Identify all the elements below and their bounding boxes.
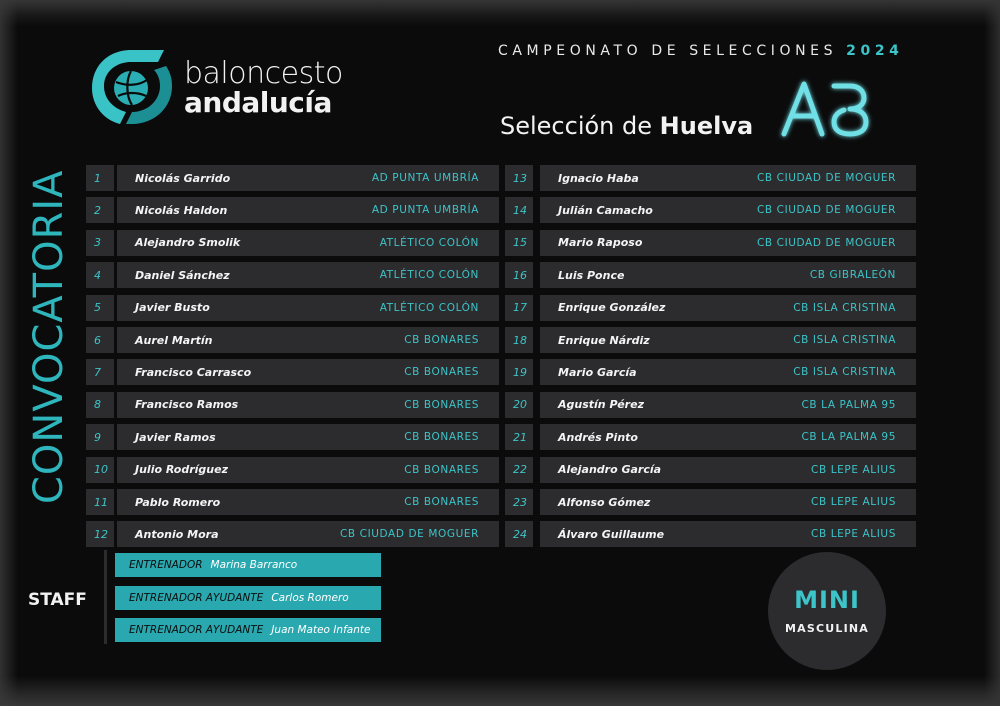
player-name: Nicolás Haldon xyxy=(135,203,228,217)
player-name: Aurel Martín xyxy=(135,333,213,347)
player-number: 8 xyxy=(86,392,114,418)
player-name: Enrique Nárdiz xyxy=(558,333,650,347)
player-row xyxy=(0,359,1000,385)
player-row xyxy=(0,197,1000,223)
player-number: 4 xyxy=(86,262,114,288)
player-club: CB CIUDAD DE MOGUER xyxy=(756,236,896,249)
player-name: Luis Ponce xyxy=(558,268,625,282)
player-name: Javier Busto xyxy=(135,301,210,315)
player-number: 21 xyxy=(505,424,533,450)
staff-title: STAFF xyxy=(28,590,87,610)
player-club: CB BONARES xyxy=(404,398,479,411)
player-number: 19 xyxy=(505,359,533,385)
player-bar xyxy=(540,295,916,321)
player-club: CB LEPE ALIUS xyxy=(811,463,896,476)
staff-role: ENTRENADOR AYUDANTE xyxy=(129,591,264,604)
player-club: CB BONARES xyxy=(404,334,479,346)
player-name: Nicolás Garrido xyxy=(135,171,231,185)
player-number: 20 xyxy=(505,392,533,418)
player-number: 1 xyxy=(86,165,114,191)
player-number: 10 xyxy=(86,457,114,483)
player-name: Mario García xyxy=(558,365,637,379)
player-name: Antonio Mora xyxy=(135,527,219,541)
player-bar xyxy=(540,521,916,547)
player-club: AD PUNTA UMBRÍA xyxy=(371,172,479,184)
player-name: Agustín Pérez xyxy=(558,398,644,412)
player-club: CB CIUDAD DE MOGUER xyxy=(756,172,896,184)
player-bar xyxy=(540,457,916,483)
player-number: 12 xyxy=(86,521,114,547)
player-club: CB ISLA CRISTINA xyxy=(793,334,896,346)
player-club: CB LEPE ALIUS xyxy=(811,496,896,508)
player-club: CB LA PALMA 95 xyxy=(801,398,896,411)
player-name: Daniel Sánchez xyxy=(135,268,230,282)
player-club: CB LEPE ALIUS xyxy=(811,528,896,541)
player-bar xyxy=(540,197,916,223)
player-name: Enrique González xyxy=(558,301,666,315)
player-bar xyxy=(540,327,916,353)
grunge-edge-top xyxy=(0,0,1000,26)
player-row xyxy=(0,327,1000,353)
staff-name: Juan Mateo Infante xyxy=(271,624,371,636)
staff-row xyxy=(115,553,381,577)
convocatoria-vertical-title: CONVOCATORIA xyxy=(26,169,72,504)
player-name: Javier Ramos xyxy=(135,430,216,444)
player-bar xyxy=(540,359,916,385)
player-number: 5 xyxy=(86,295,114,321)
staff-divider xyxy=(104,550,107,644)
selection-prefix: Selección de xyxy=(500,112,653,140)
player-name: Julián Camacho xyxy=(558,203,653,217)
player-number: 2 xyxy=(86,197,114,223)
player-row xyxy=(0,521,1000,547)
player-number: 7 xyxy=(86,359,114,385)
player-name: Francisco Carrasco xyxy=(135,365,252,379)
player-club: CB BONARES xyxy=(404,463,479,476)
championship-title xyxy=(498,43,904,59)
player-number: 11 xyxy=(86,489,114,515)
basketball-logo-icon xyxy=(86,46,176,128)
player-club: CB ISLA CRISTINA xyxy=(793,366,896,379)
player-name: Mario Raposo xyxy=(558,236,643,250)
staff-row xyxy=(115,586,381,610)
selection-team: Huelva xyxy=(659,112,754,140)
player-bar xyxy=(540,392,916,418)
player-bar xyxy=(540,262,916,288)
player-row xyxy=(0,424,1000,450)
player-name: Ignacio Haba xyxy=(558,171,639,185)
grunge-edge-right xyxy=(984,0,1000,706)
player-name: Alejandro García xyxy=(558,463,662,477)
staff-name: Carlos Romero xyxy=(271,591,349,604)
staff-role: ENTRENADOR AYUDANTE xyxy=(129,624,264,636)
championship-year: 2024 xyxy=(846,43,904,59)
player-number: 24 xyxy=(505,521,533,547)
player-club: CB BONARES xyxy=(404,366,479,379)
grunge-edge-left xyxy=(0,0,18,706)
category-level: MINI xyxy=(794,585,860,614)
brand-line2: andalucía xyxy=(184,86,332,119)
player-number: 9 xyxy=(86,424,114,450)
player-number: 6 xyxy=(86,327,114,353)
player-club: CB CIUDAD DE MOGUER xyxy=(756,204,896,217)
player-club: ATLÉTICO COLÓN xyxy=(379,301,479,314)
player-bar xyxy=(540,165,916,191)
player-bar xyxy=(540,424,916,450)
category-gender: MASCULINA xyxy=(784,621,869,635)
championship-label: CAMPEONATO DE SELECCIONES xyxy=(498,43,838,59)
player-row xyxy=(0,457,1000,483)
player-number: 17 xyxy=(505,295,533,321)
player-name: Pablo Romero xyxy=(135,495,221,509)
player-club: ATLÉTICO COLÓN xyxy=(379,236,479,249)
player-bar xyxy=(540,489,916,515)
a8-badge-icon xyxy=(776,76,876,142)
player-number: 3 xyxy=(86,230,114,256)
player-row xyxy=(0,262,1000,288)
player-club: CB BONARES xyxy=(404,496,479,508)
player-row xyxy=(0,392,1000,418)
selection-title xyxy=(500,112,753,140)
player-number: 22 xyxy=(505,457,533,483)
staff-row xyxy=(115,618,381,642)
player-number: 16 xyxy=(505,262,533,288)
player-row xyxy=(0,295,1000,321)
player-row xyxy=(0,165,1000,191)
player-name: Julio Rodríguez xyxy=(135,463,228,477)
player-name: Alfonso Gómez xyxy=(558,495,651,509)
player-name: Alejandro Smolik xyxy=(135,236,241,250)
player-number: 15 xyxy=(505,230,533,256)
player-club: ATLÉTICO COLÓN xyxy=(379,269,479,282)
player-club: CB LA PALMA 95 xyxy=(801,431,896,444)
player-number: 23 xyxy=(505,489,533,515)
staff-name: Marina Barranco xyxy=(210,559,298,571)
grunge-edge-bottom xyxy=(0,676,1000,706)
player-club: CB BONARES xyxy=(404,431,479,444)
player-number: 13 xyxy=(505,165,533,191)
player-name: Francisco Ramos xyxy=(135,398,239,412)
player-number: 14 xyxy=(505,197,533,223)
brand-line1: baloncesto xyxy=(184,56,343,91)
player-name: Andrés Pinto xyxy=(558,430,638,444)
player-number: 18 xyxy=(505,327,533,353)
player-club: CB ISLA CRISTINA xyxy=(793,301,896,314)
player-bar xyxy=(540,230,916,256)
player-row xyxy=(0,230,1000,256)
player-name: Álvaro Guillaume xyxy=(558,527,665,541)
player-club: AD PUNTA UMBRÍA xyxy=(371,204,479,217)
player-club: CB CIUDAD DE MOGUER xyxy=(339,528,479,541)
staff-role: ENTRENADOR xyxy=(129,559,203,571)
player-row xyxy=(0,489,1000,515)
player-club: CB GIBRALEÓN xyxy=(809,269,896,282)
category-badge xyxy=(768,552,886,670)
